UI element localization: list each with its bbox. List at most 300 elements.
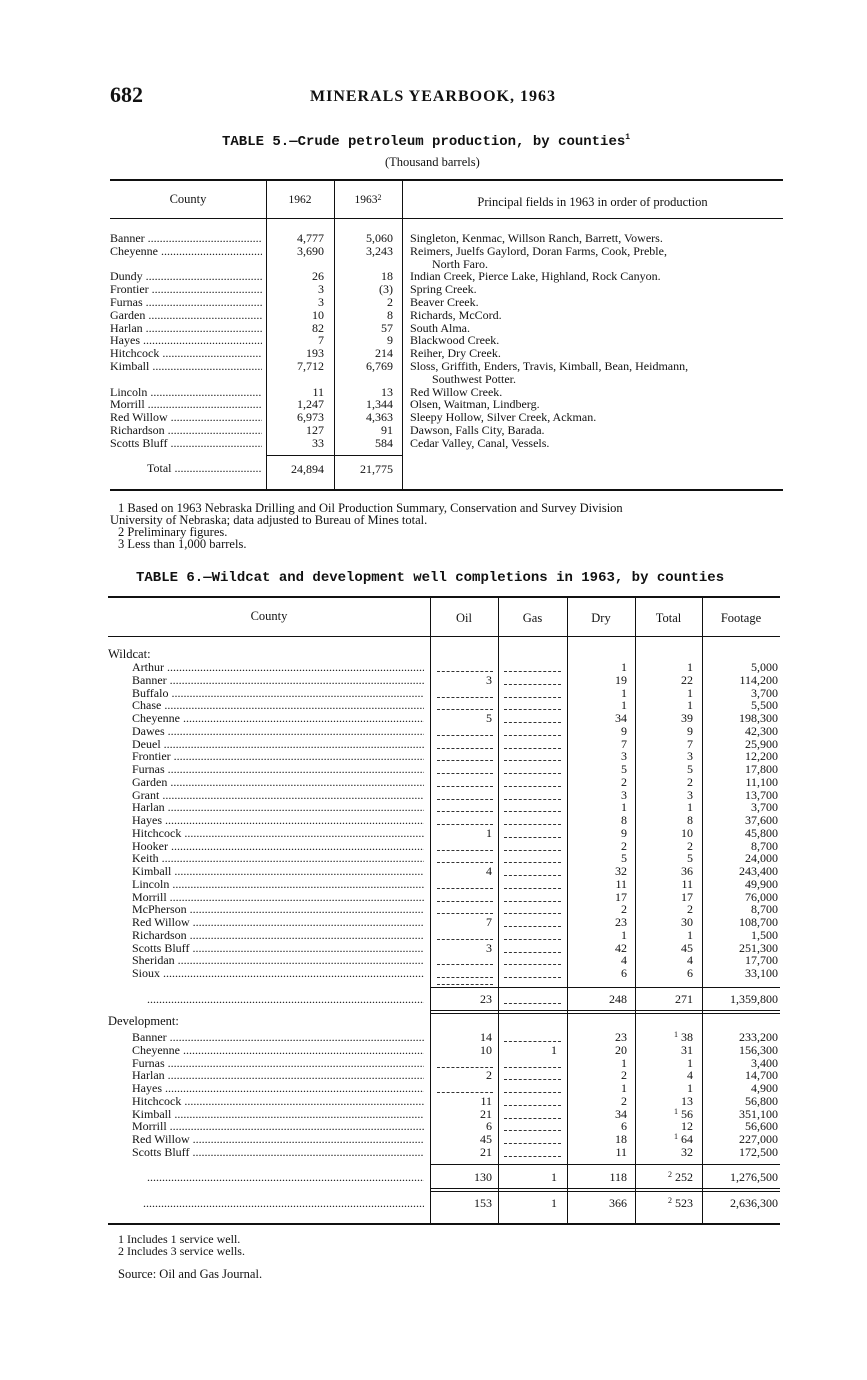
wildcat-row-footage: 251,300 xyxy=(739,940,778,955)
wildcat-row-dry: 7 xyxy=(621,736,627,751)
wildcat-row-footage: 5,500 xyxy=(751,698,778,713)
table6-header-dry: Dry xyxy=(591,611,611,625)
development-total-gas: 1 xyxy=(551,1170,557,1184)
empty-cell-dashes xyxy=(504,901,561,902)
total-value: 4 xyxy=(687,1068,693,1083)
wildcat-row-footage: 17,800 xyxy=(745,762,778,776)
running-head: MINERALS YEARBOOK, 1963 xyxy=(310,88,556,105)
table5-fields: Olsen, Waitman, Lindberg. xyxy=(410,397,540,412)
wildcat-row-total xyxy=(635,840,693,853)
table5-footnote: University of Nebraska; data adjusted to Bureau of Mines total. xyxy=(110,513,428,527)
table5-county: Frontier ..... xyxy=(110,283,262,296)
wildcat-row-footage: 3,700 xyxy=(751,800,778,815)
development-row-county: Hayes ..... xyxy=(132,1082,424,1095)
total-value: 5 xyxy=(687,762,693,776)
table5-fields: Reimers, Juelfs Gaylord, Doran Farms, Cook, Preble, xyxy=(410,243,667,258)
empty-cell-dashes xyxy=(437,799,493,800)
development-row-footage: 156,300 xyxy=(739,1042,778,1057)
table5-header-rule xyxy=(110,218,783,219)
total-value: 7 xyxy=(687,736,693,751)
development-row-oil: 6 xyxy=(486,1119,492,1134)
empty-cell-dashes xyxy=(504,977,561,978)
total-value: 3 xyxy=(687,749,693,764)
empty-cell-dashes xyxy=(504,671,561,672)
table5-fields: Sleepy Hollow, Silver Creek, Ackman. xyxy=(410,410,597,425)
table5-value-1963: 57 xyxy=(381,320,393,335)
development-row-dry: 1 xyxy=(621,1081,627,1095)
development-row-county: Harlan ..... xyxy=(132,1069,424,1082)
table5-county: Morrill ..... xyxy=(110,398,262,411)
table5-value-1962: 26 xyxy=(312,269,324,284)
table5-county: Dundy ..... xyxy=(110,270,262,283)
development-row-footage: 172,500 xyxy=(739,1144,778,1159)
table5-footnote: 3 Less than 1,000 barrels. xyxy=(118,537,247,551)
wildcat-row-footage: 5,000 xyxy=(751,660,778,674)
table5-footnote: 2 Preliminary figures. xyxy=(118,525,228,539)
footnote-ref: 1 xyxy=(674,1106,678,1116)
table5-county: Furnas ..... xyxy=(110,296,262,309)
wildcat-row-total xyxy=(635,763,693,776)
table6-rule xyxy=(430,1013,780,1014)
empty-cell-dashes xyxy=(437,748,493,749)
wildcat-row-county: Keith ..... xyxy=(132,852,424,865)
wildcat-row-county: Cheyenne ..... xyxy=(132,712,424,725)
wildcat-row-county: Hooker ..... xyxy=(132,840,424,853)
table6-rule xyxy=(430,1191,780,1192)
development-row-county: Cheyenne ..... xyxy=(132,1044,424,1057)
development-row-footage: 56,800 xyxy=(745,1093,778,1108)
table5-fields: Blackwood Creek. xyxy=(410,333,500,348)
development-row-total xyxy=(635,1069,693,1082)
total-value: 252 xyxy=(675,1170,693,1184)
table5-header-county: County xyxy=(169,192,207,206)
table5-value-1962: 1,247 xyxy=(297,397,324,412)
wildcat-row-oil: 7 xyxy=(486,915,492,929)
table5-footnote: 1 Based on 1963 Nebraska Drilling and Oil Production Summary, Conservation and Survey Division xyxy=(118,501,623,515)
total-value: 271 xyxy=(675,992,693,1006)
wildcat-row-footage: 3,700 xyxy=(751,685,778,700)
development-row-oil: 14 xyxy=(480,1030,492,1044)
empty-cell-dashes xyxy=(504,1118,561,1119)
table5-value-1963: 91 xyxy=(381,423,393,437)
table5-value-1962: 7 xyxy=(318,333,324,348)
development-row-footage: 233,200 xyxy=(739,1030,778,1044)
empty-cell-dashes xyxy=(504,1092,561,1093)
wildcat-row-total xyxy=(635,712,693,725)
wildcat-row-dry: 23 xyxy=(615,915,627,929)
wildcat-row-dry: 9 xyxy=(621,825,627,840)
empty-cell-dashes xyxy=(437,1067,493,1068)
wildcat-row-dry: 1 xyxy=(621,800,627,815)
table5-total-label: Total ..... xyxy=(147,462,262,475)
grand-total-dry: 366 xyxy=(609,1196,627,1210)
empty-cell-dashes xyxy=(437,862,493,863)
empty-cell-dashes xyxy=(504,824,561,825)
development-row-gas: 1 xyxy=(551,1042,557,1057)
wildcat-row-county: Kimball ..... xyxy=(132,865,424,878)
wildcat-row-dry: 9 xyxy=(621,723,627,738)
table5-top-rule xyxy=(110,179,783,181)
empty-cell-dashes xyxy=(504,748,561,749)
wildcat-row-dry: 5 xyxy=(621,762,627,776)
empty-cell-dashes xyxy=(437,824,493,825)
total-value: 2 xyxy=(687,838,693,853)
table5-header-1962: 1962 xyxy=(288,194,312,206)
development-row-total xyxy=(635,1044,693,1057)
development-row-dry: 1 xyxy=(621,1055,627,1070)
wildcat-row-dry: 1 xyxy=(621,927,627,942)
table5-value-1963: 3,243 xyxy=(366,243,393,258)
development-row-oil: 21 xyxy=(480,1106,492,1121)
grand-total-county xyxy=(143,1197,424,1210)
empty-cell-dashes xyxy=(504,862,561,863)
table6-header-oil: Oil xyxy=(456,611,472,625)
wildcat-row-county: Scotts Bluff ..... xyxy=(132,942,424,955)
total-value: 523 xyxy=(675,1196,693,1210)
wildcat-row-dry: 3 xyxy=(621,749,627,764)
table5-county: Scotts Bluff ..... xyxy=(110,437,262,450)
table5-county: Lincoln ..... xyxy=(110,386,262,399)
development-row-dry: 6 xyxy=(621,1119,627,1134)
wildcat-row-dry: 19 xyxy=(615,672,627,687)
table5-value-1963: (3) xyxy=(379,282,393,297)
total-value: 56 xyxy=(681,1106,693,1121)
total-value: 1 xyxy=(687,685,693,700)
development-total-footage: 1,276,500 xyxy=(730,1170,778,1184)
table5-fields: Beaver Creek. xyxy=(410,295,479,309)
wildcat-row-oil: 5 xyxy=(486,711,492,725)
wildcat-row-county: Garden ..... xyxy=(132,776,424,789)
table5-total-1962: 24,894 xyxy=(291,462,324,476)
table5-value-1962: 6,973 xyxy=(297,410,324,425)
table5-fields: Reiher, Dry Creek. xyxy=(410,346,501,361)
table5-value-1962: 3 xyxy=(318,295,324,309)
wildcat-row-dry: 2 xyxy=(621,902,627,917)
empty-cell-dashes xyxy=(504,964,561,965)
wildcat-row-total xyxy=(635,674,693,687)
empty-cell-dashes xyxy=(504,1143,561,1144)
wildcat-row-total xyxy=(635,789,693,802)
wildcat-row-dry: 5 xyxy=(621,851,627,866)
wildcat-row-dry: 2 xyxy=(621,774,627,789)
wildcat-row-county: Harlan ..... xyxy=(132,801,424,814)
table5-value-1962: 11 xyxy=(312,384,324,399)
total-value: 1 xyxy=(687,1055,693,1070)
total-value: 39 xyxy=(681,711,693,725)
wildcat-row-total xyxy=(635,750,693,763)
table5-fields: Sloss, Griffith, Enders, Travis, Kimball, Bean, Heidmann, xyxy=(410,359,689,373)
total-value: 22 xyxy=(681,672,693,687)
empty-cell-dashes xyxy=(437,984,493,985)
wildcat-row-dry: 6 xyxy=(621,966,627,980)
wildcat-row-county: Banner ..... xyxy=(132,674,424,687)
empty-cell-dashes xyxy=(437,709,493,710)
table5-value-1962: 193 xyxy=(306,346,324,361)
table5-bottom-rule xyxy=(110,489,783,491)
table6-rule xyxy=(430,987,780,988)
development-row-dry: 2 xyxy=(621,1093,627,1108)
table5-value-1963: 5,060 xyxy=(366,231,393,245)
grand-total-gas: 1 xyxy=(551,1196,557,1210)
empty-cell-dashes xyxy=(504,735,561,736)
development-row-county: Furnas ..... xyxy=(132,1057,424,1070)
total-value: 1 xyxy=(687,1081,693,1095)
empty-cell-dashes xyxy=(437,1092,493,1093)
table5-total-1963: 21,775 xyxy=(360,462,393,476)
empty-cell-dashes xyxy=(437,671,493,672)
total-value: 5 xyxy=(687,851,693,866)
development-row-county: Scotts Bluff ..... xyxy=(132,1146,424,1159)
table5-header-1963: 1963$^2$ xyxy=(354,193,382,206)
empty-cell-dashes xyxy=(437,760,493,761)
empty-cell-dashes xyxy=(504,1105,561,1106)
development-row-dry: 2 xyxy=(621,1068,627,1083)
empty-cell-dashes xyxy=(437,901,493,902)
development-row-oil: 21 xyxy=(480,1144,492,1159)
total-value: 2 xyxy=(687,774,693,789)
wildcat-total-county xyxy=(147,993,424,1006)
total-value: 45 xyxy=(681,940,693,955)
development-row-oil: 11 xyxy=(480,1093,492,1108)
wildcat-row-dry: 1 xyxy=(621,660,627,674)
table5-fields: Dawson, Falls City, Barada. xyxy=(410,423,545,437)
wildcat-row-footage: 12,200 xyxy=(745,749,778,764)
wildcat-row-footage: 45,800 xyxy=(745,825,778,840)
empty-cell-dashes xyxy=(437,888,493,889)
table5-value-1963: 18 xyxy=(381,269,393,284)
table5-fields: South Alma. xyxy=(410,320,471,335)
grand-total-oil: 153 xyxy=(474,1196,492,1210)
development-row-footage: 56,600 xyxy=(745,1119,778,1134)
table6-header-footage: Footage xyxy=(720,611,762,625)
table5-fields: Red Willow Creek. xyxy=(410,384,503,399)
table5-county: Red Willow ..... xyxy=(110,411,262,424)
wildcat-row-oil: 1 xyxy=(486,825,492,840)
wildcat-row-dry: 42 xyxy=(615,940,627,955)
wildcat-row-county: Deuel ..... xyxy=(132,738,424,751)
wildcat-row-footage: 17,700 xyxy=(745,953,778,968)
table6-title: TABLE 6.—Wildcat and development well completions in 1963, by counties xyxy=(136,570,725,586)
table6-source: Source: Oil and Gas Journal. xyxy=(118,1267,263,1281)
table5-value-1963: 4,363 xyxy=(366,410,393,425)
wildcat-row-oil: 3 xyxy=(486,672,492,687)
wildcat-row-dry: 34 xyxy=(615,711,627,725)
total-value: 6 xyxy=(687,966,693,980)
table5-subtitle: (Thousand barrels) xyxy=(385,155,480,169)
empty-cell-dashes xyxy=(504,799,561,800)
table5-fields: Southwest Potter. xyxy=(432,371,517,386)
empty-cell-dashes xyxy=(504,1041,561,1042)
development-row-footage: 14,700 xyxy=(745,1068,778,1083)
empty-cell-dashes xyxy=(504,1130,561,1131)
wildcat-row-county: Buffalo ..... xyxy=(132,687,424,700)
wildcat-row-total xyxy=(635,725,693,738)
wildcat-row-footage: 1,500 xyxy=(751,927,778,942)
development-row-county: Kimball ..... xyxy=(132,1108,424,1121)
wildcat-row-dry: 8 xyxy=(621,813,627,827)
wildcat-row-county: Furnas ..... xyxy=(132,763,424,776)
wildcat-row-footage: 33,100 xyxy=(745,966,778,980)
table5-fields: Richards, McCord. xyxy=(410,307,502,322)
table5-title-footnote-ref: 1 xyxy=(625,133,631,142)
wildcat-row-total xyxy=(635,967,693,980)
wildcat-row-dry: 17 xyxy=(615,889,627,904)
empty-cell-dashes xyxy=(504,1067,561,1068)
table5-value-1962: 127 xyxy=(306,423,324,437)
table6-footnote: 1 Includes 1 service well. xyxy=(118,1232,241,1246)
table5-county: Kimball ..... xyxy=(110,360,262,373)
wildcat-row-footage: 49,900 xyxy=(745,876,778,891)
empty-cell-dashes xyxy=(437,977,493,978)
development-row-oil: 2 xyxy=(486,1068,492,1083)
table5-value-1962: 82 xyxy=(312,320,324,335)
wildcat-row-footage: 198,300 xyxy=(739,711,778,725)
wildcat-row-dry: 1 xyxy=(621,698,627,713)
total-value: 3 xyxy=(687,787,693,802)
development-row-dry: 34 xyxy=(615,1106,627,1121)
wildcat-row-county: Arthur ..... xyxy=(132,661,424,674)
wildcat-row-total xyxy=(635,687,693,700)
wildcat-row-county: Sheridan ..... xyxy=(132,954,424,967)
table6-bottom-rule xyxy=(108,1223,780,1225)
empty-cell-dashes xyxy=(437,964,493,965)
wildcat-row-total xyxy=(635,891,693,904)
empty-cell-dashes xyxy=(437,697,493,698)
development-total-oil: 130 xyxy=(474,1170,492,1184)
wildcat-row-total xyxy=(635,827,693,840)
wildcat-row-oil: 3 xyxy=(486,940,492,955)
table5-value-1962: 7,712 xyxy=(297,359,324,373)
table5-county: Harlan ..... xyxy=(110,322,262,335)
wildcat-row-footage: 37,600 xyxy=(745,813,778,827)
footnote-ref: 1 xyxy=(674,1132,678,1141)
total-value: 9 xyxy=(687,723,693,738)
development-row-dry: 23 xyxy=(615,1030,627,1044)
development-row-footage: 227,000 xyxy=(739,1132,778,1146)
total-value: 17 xyxy=(681,889,693,904)
total-value: 31 xyxy=(681,1042,693,1057)
table5-header-fields: Principal fields in 1963 in order of production xyxy=(477,195,708,209)
table6-rule xyxy=(430,1164,780,1165)
total-value: 10 xyxy=(681,825,693,840)
wildcat-row-footage: 42,300 xyxy=(745,723,778,738)
table6-header-total: Total xyxy=(655,611,682,625)
development-row-oil: 10 xyxy=(480,1042,492,1057)
wildcat-row-footage: 8,700 xyxy=(751,838,778,853)
total-value: 32 xyxy=(681,1144,693,1159)
table5-county: Cheyenne ..... xyxy=(110,245,262,258)
table6-header-county: County xyxy=(250,609,288,623)
empty-cell-dashes xyxy=(504,913,561,914)
table5-value-1962: 3,690 xyxy=(297,243,324,258)
wildcat-row-footage: 243,400 xyxy=(739,864,778,878)
table5-value-1963: 2 xyxy=(387,295,393,309)
total-value: 1 xyxy=(687,800,693,815)
empty-cell-dashes xyxy=(437,939,493,940)
total-value: 2 xyxy=(687,902,693,917)
table5-value-1963: 8 xyxy=(387,307,393,322)
total-value: 11 xyxy=(681,876,693,891)
wildcat-row-total xyxy=(635,942,693,955)
wildcat-row-total xyxy=(635,801,693,814)
development-row-county: Banner ..... xyxy=(132,1031,424,1044)
development-row-footage: 4,900 xyxy=(751,1081,778,1095)
wildcat-row-dry: 32 xyxy=(615,864,627,878)
total-value: 4 xyxy=(687,953,693,968)
wildcat-row-county: Grant ..... xyxy=(132,789,424,802)
wildcat-section-label: Wildcat: xyxy=(108,647,151,661)
table5-value-1962: 3 xyxy=(318,282,324,297)
wildcat-row-footage: 114,200 xyxy=(739,672,778,687)
total-value: 36 xyxy=(681,864,693,878)
grand-total-footage: 2,636,300 xyxy=(730,1196,778,1210)
empty-cell-dashes xyxy=(437,850,493,851)
total-value: 30 xyxy=(681,915,693,929)
total-value: 1 xyxy=(687,698,693,713)
table5-value-1962: 33 xyxy=(312,435,324,450)
empty-cell-dashes xyxy=(504,786,561,787)
wildcat-row-county: Frontier ..... xyxy=(132,750,424,763)
wildcat-row-county: McPherson ..... xyxy=(132,903,424,916)
table6-rule xyxy=(430,1010,780,1011)
wildcat-row-dry: 11 xyxy=(615,876,627,891)
wildcat-row-dry: 4 xyxy=(621,953,627,968)
wildcat-row-total xyxy=(635,776,693,789)
wildcat-row-footage: 76,000 xyxy=(745,889,778,904)
wildcat-row-dry: 2 xyxy=(621,838,627,853)
wildcat-row-county: Lincoln ..... xyxy=(132,878,424,891)
empty-cell-dashes xyxy=(504,850,561,851)
table5-value-1962: 4,777 xyxy=(297,231,324,245)
empty-cell-dashes xyxy=(504,684,561,685)
wildcat-row-footage: 25,900 xyxy=(745,736,778,751)
wildcat-row-county: Sioux ..... xyxy=(132,967,424,980)
wildcat-total-footage: 1,359,800 xyxy=(730,992,778,1006)
table5-value-1963: 9 xyxy=(387,333,393,348)
wildcat-row-footage: 108,700 xyxy=(739,915,778,929)
table6-header-rule xyxy=(108,636,780,637)
wildcat-row-footage: 24,000 xyxy=(745,851,778,866)
table6-header-gas: Gas xyxy=(522,611,543,625)
table5-county: Richardson ..... xyxy=(110,424,262,437)
table6-footnote: 2 Includes 3 service wells. xyxy=(118,1244,245,1258)
empty-cell-dashes xyxy=(504,722,561,723)
development-row-dry: 18 xyxy=(615,1132,627,1146)
table5-county: Hitchcock ..... xyxy=(110,347,262,360)
development-row-total xyxy=(635,1146,693,1159)
wildcat-row-county: Chase ..... xyxy=(132,699,424,712)
table6-rule xyxy=(430,1188,780,1189)
total-value: 13 xyxy=(681,1093,693,1108)
table5-fields: Spring Creek. xyxy=(410,282,477,297)
development-row-county: Hitchcock ..... xyxy=(132,1095,424,1108)
total-value: 8 xyxy=(687,813,693,827)
development-total-total xyxy=(635,1171,693,1184)
wildcat-row-dry: 3 xyxy=(621,787,627,802)
development-row-oil: 45 xyxy=(480,1132,492,1146)
development-section-label: Development: xyxy=(108,1014,179,1028)
footnote-ref: 2 xyxy=(668,1196,672,1205)
footnote-ref: 1 xyxy=(674,1030,678,1039)
empty-cell-dashes xyxy=(504,773,561,774)
wildcat-total-total xyxy=(635,993,693,1006)
empty-cell-dashes xyxy=(437,811,493,812)
table5-value-1963: 6,769 xyxy=(366,359,393,373)
table5-county: Garden ..... xyxy=(110,309,262,322)
empty-cell-dashes xyxy=(504,952,561,953)
development-row-county: Red Willow ..... xyxy=(132,1133,424,1146)
grand-total-total xyxy=(635,1197,693,1210)
